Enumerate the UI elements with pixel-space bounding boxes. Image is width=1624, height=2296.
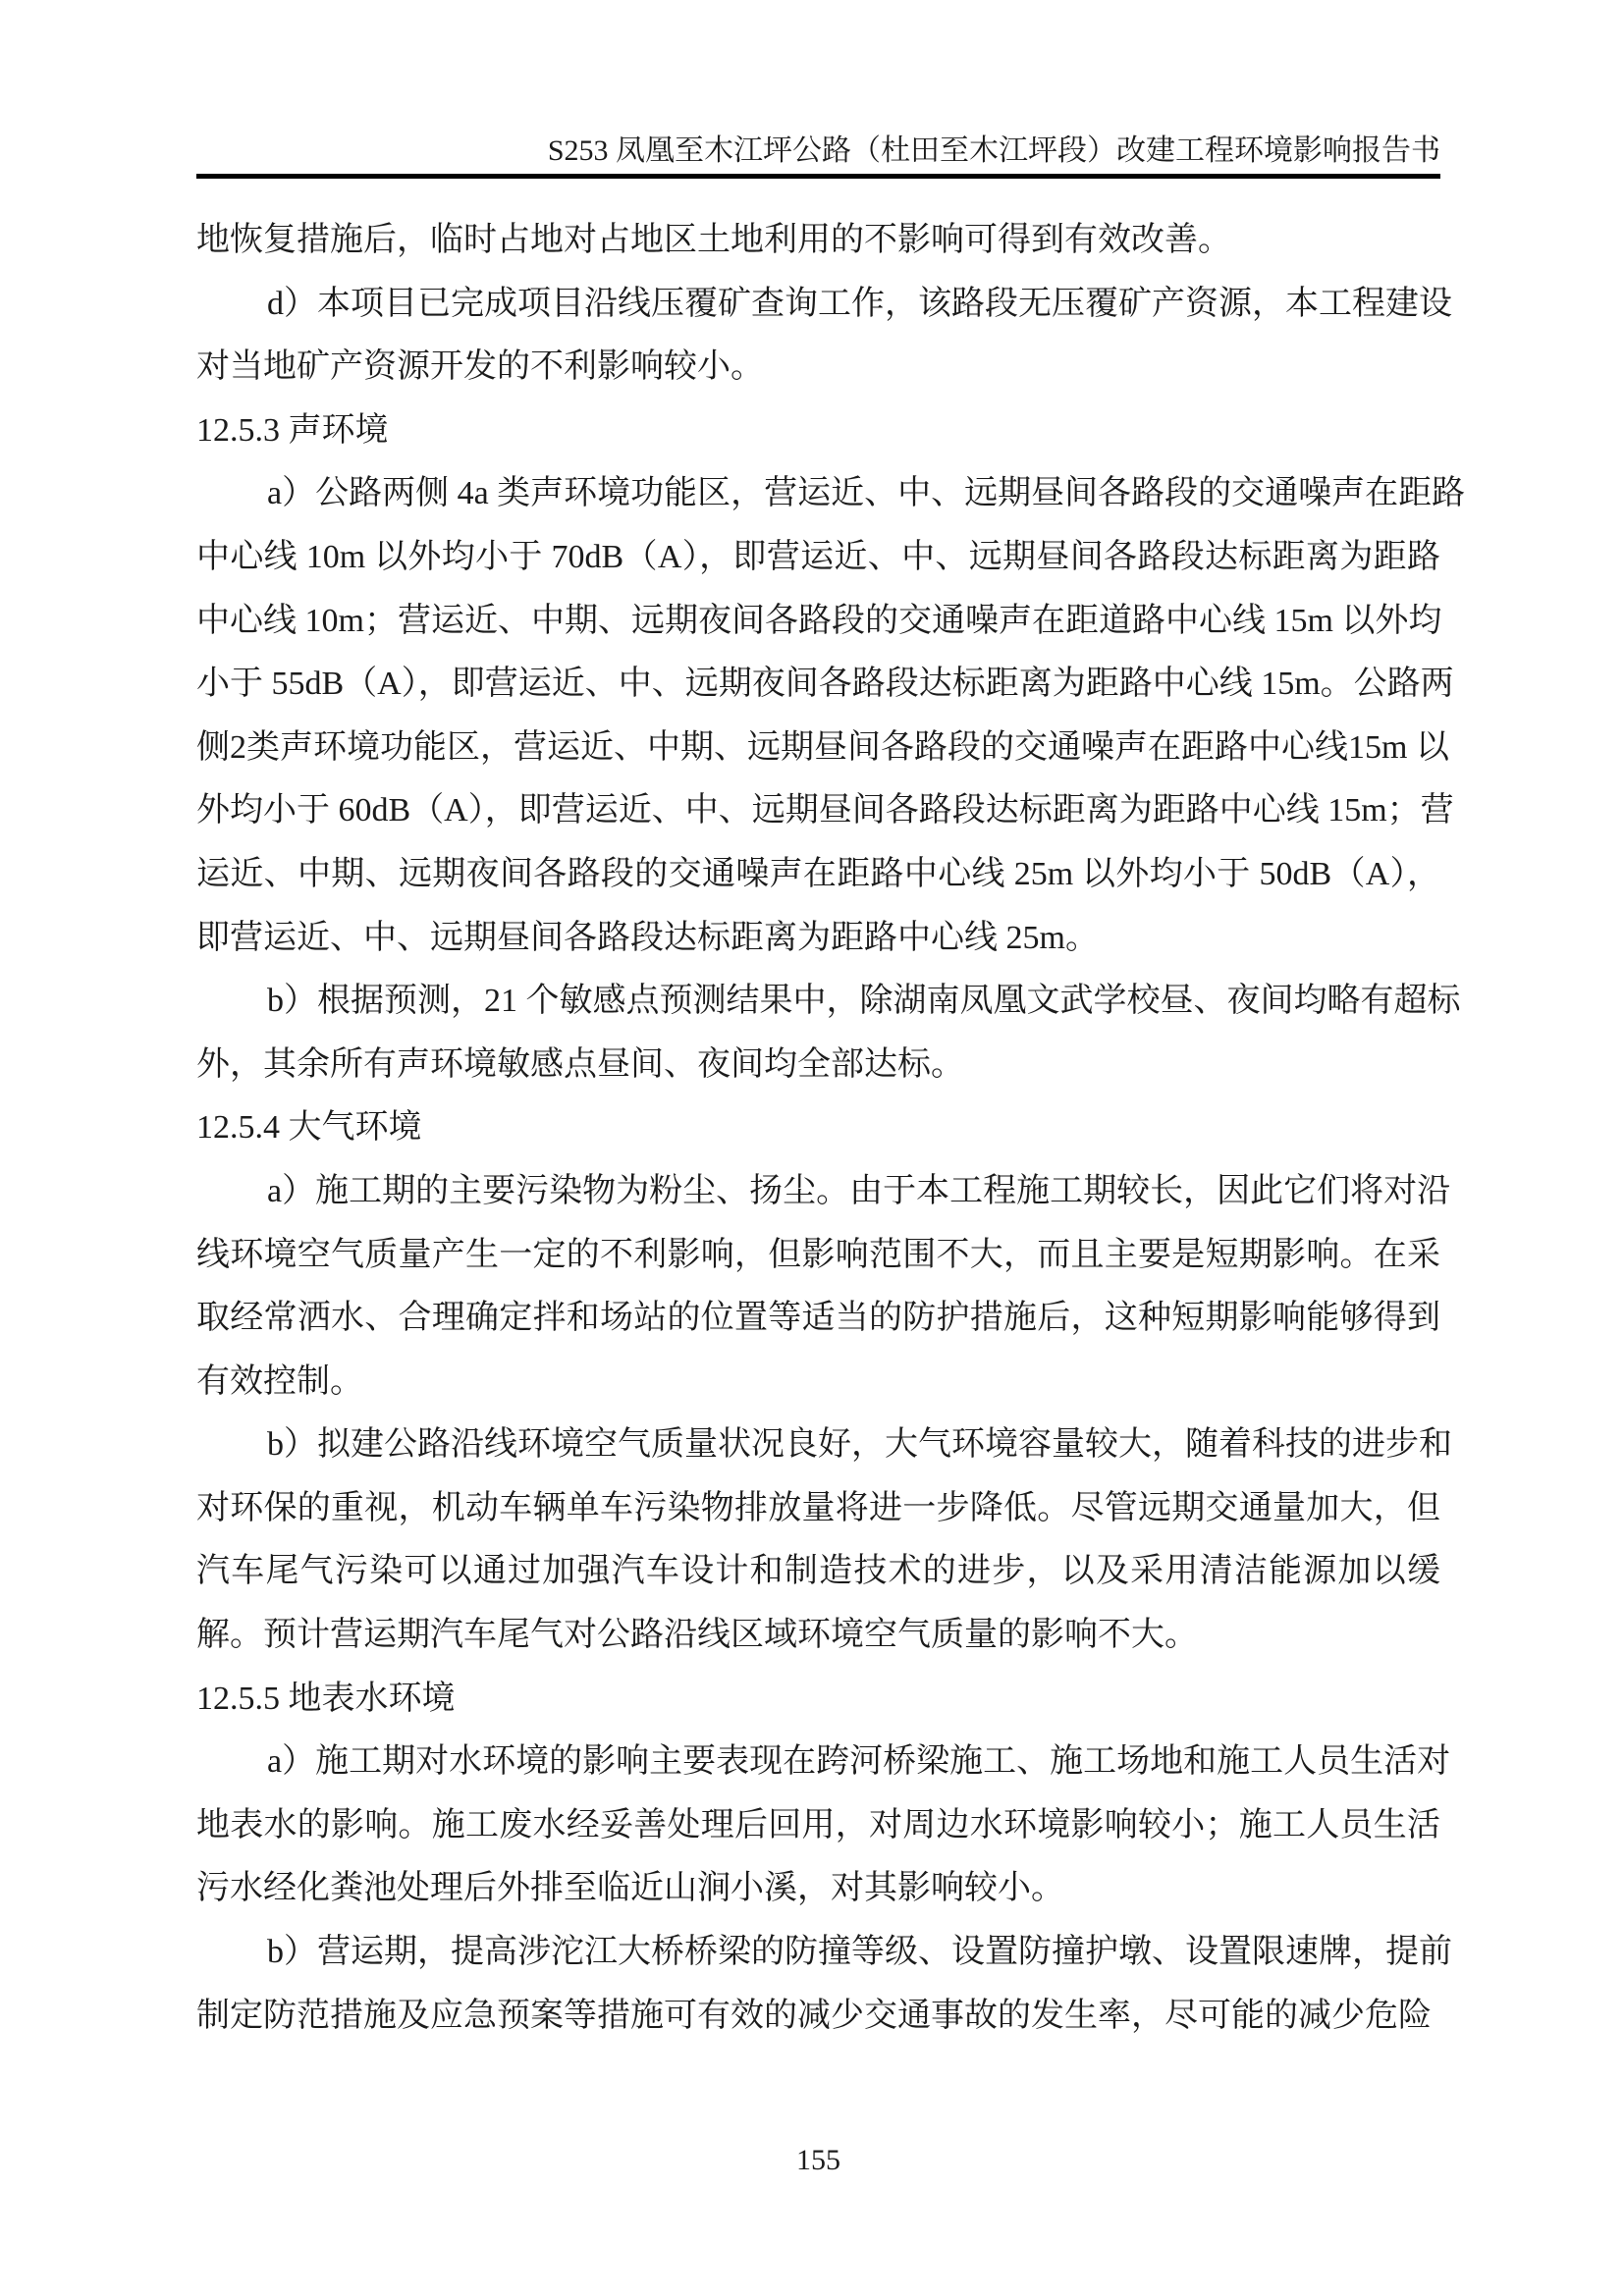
paragraph [196, 1921, 1452, 2048]
text-line: 对环保的重视，机动车辆单车污染物排放量将进一步降低。尽管远期交通量加大，但 [196, 1489, 1440, 1526]
text-line: 中心线 10m 以外均小于 70dB（A），即营运近、中、远期昼间各路段达标距离为距路 [196, 538, 1440, 575]
text-line: 12.5.3 声环境 [196, 411, 389, 449]
text-line: 侧2类声环境功能区，营运近、中期、远期昼间各路段的交通噪声在距路中心线15m 以 [196, 728, 1449, 766]
text-line: 有效控制。 [196, 1362, 363, 1400]
text-line: d）本项目已完成项目沿线压覆矿查询工作，该路段无压覆矿产资源，本工程建设 [267, 285, 1452, 322]
header-rule [196, 174, 1440, 179]
text-line: 12.5.5 地表水环境 [196, 1680, 456, 1717]
text-line: 污水经化粪池处理后外排至临近山涧小溪，对其影响较小。 [196, 1870, 1064, 1907]
text-line: b）营运期，提高涉沱江大桥桥梁的防撞等级、设置防撞护墩、设置限速牌，提前 [267, 1934, 1452, 1971]
paragraph [196, 1414, 1452, 1667]
page-number: 155 [796, 2144, 840, 2176]
text-line: 地恢复措施后，临时占地对占地区土地利用的不影响可得到有效改善。 [196, 222, 1231, 258]
text-line: 运近、中期、远期夜间各路段的交通噪声在距路中心线 25m 以外均小于 50dB（A）， [196, 855, 1440, 892]
text-line: 解。预计营运期汽车尾气对公路沿线区域环境空气质量的影响不大。 [196, 1617, 1198, 1654]
text-line: 外均小于 60dB（A），即营运近、中、远期昼间各路段达标距离为距路中心线 15m；营 [196, 792, 1454, 829]
text-line: 线环境空气质量产生一定的不利影响，但影响范围不大，而且主要是短期影响。在采 [196, 1236, 1440, 1273]
paragraph [196, 209, 1440, 273]
document-body [196, 209, 1466, 2048]
text-line: 即营运近、中、远期昼间各路段达标距离为距路中心线 25m。 [196, 919, 1099, 956]
paragraph [196, 273, 1452, 400]
text-line: 取经常洒水、合理确定拌和场站的位置等适当的防护措施后，这种短期影响能够得到 [196, 1300, 1440, 1337]
text-line: a）公路两侧 4a 类声环境功能区，营运近、中、远期昼间各路段的交通噪声在距路 [267, 475, 1466, 512]
text-line: 外，其余所有声环境敏感点昼间、夜间均全部达标。 [196, 1045, 964, 1083]
section-heading [196, 400, 1440, 463]
text-line: 汽车尾气污染可以通过加强汽车设计和制造技术的进步，以及采用清洁能源加以缓 [196, 1553, 1440, 1590]
text-line: b）拟建公路沿线环境空气质量状况良好，大气环境容量较大，随着科技的进步和 [267, 1426, 1452, 1464]
text-line: 12.5.4 大气环境 [196, 1109, 422, 1147]
text-line: 小于 55dB（A），即营运近、中、远期夜间各路段达标距离为距路中心线 15m。公路两 [196, 666, 1454, 703]
paragraph [196, 1160, 1451, 1414]
text-line: 中心线 10m；营运近、中期、远期夜间各路段的交通噪声在距道路中心线 15m 以外均 [196, 602, 1442, 639]
text-line: 制定防范措施及应急预案等措施可有效的减少交通事故的发生率，尽可能的减少危险 [196, 1997, 1432, 2034]
running-header-title: S253 凤凰至木江坪公路（杜田至木江坪段）改建工程环境影响报告书 [547, 134, 1440, 167]
text-line: a）施工期对水环境的影响主要表现在跨河桥梁施工、施工场地和施工人员生活对 [267, 1743, 1451, 1781]
paragraph [196, 970, 1461, 1096]
section-heading [196, 1096, 1440, 1160]
text-line: a）施工期的主要污染物为粉尘、扬尘。由于本工程施工期较长，因此它们将对沿 [267, 1172, 1451, 1209]
text-line: 地表水的影响。施工废水经妥善处理后回用，对周边水环境影响较小；施工人员生活 [196, 1806, 1440, 1843]
text-line: 对当地矿产资源开发的不利影响较小。 [196, 348, 764, 386]
paragraph [196, 462, 1466, 970]
section-heading [196, 1668, 1440, 1732]
text-line: b）根据预测，21 个敏感点预测结果中，除湖南凤凰文武学校昼、夜间均略有超标 [267, 983, 1461, 1020]
paragraph [196, 1731, 1451, 1921]
